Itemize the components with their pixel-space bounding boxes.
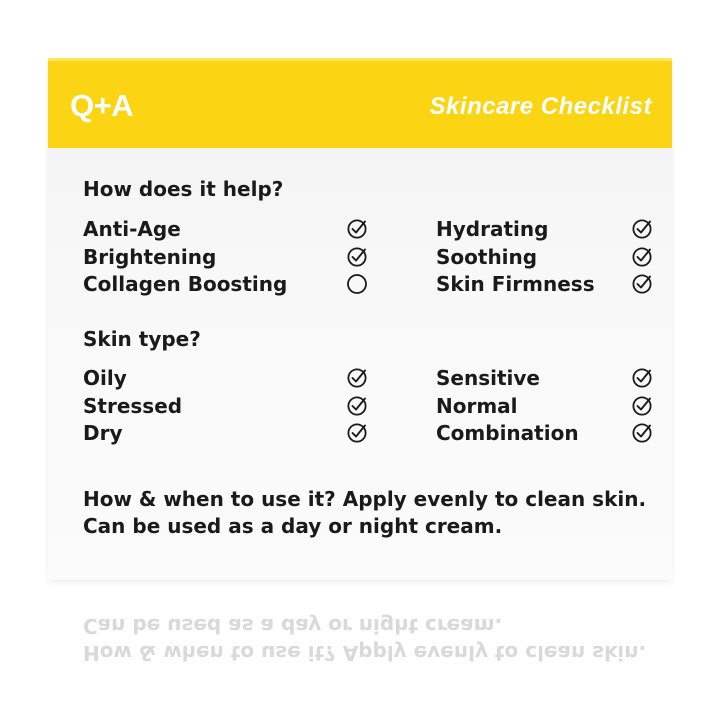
empty-circle-icon (346, 273, 368, 295)
usage-text (83, 486, 646, 540)
checklist-item-label: Dry (83, 421, 123, 445)
checklist-item-label: Hydrating (436, 217, 549, 241)
checklist-item-label: Skin Firmness (436, 272, 595, 296)
checked-circle-icon (346, 246, 368, 268)
checked-circle-icon (631, 395, 653, 417)
checked-circle-icon (631, 273, 653, 295)
checked-circle-icon (346, 367, 368, 389)
checked-circle-icon (346, 422, 368, 444)
usage-reflection (83, 612, 646, 666)
checklist-item-label: Brightening (83, 244, 217, 269)
checked-circle-icon (631, 246, 653, 268)
benefits-heading: How does it help? (83, 177, 284, 201)
checklist-item-label: Oily (83, 366, 127, 390)
box-title: Skincare Checklist (429, 93, 652, 120)
checklist-item-label: Normal (436, 393, 518, 418)
checked-circle-icon (631, 422, 653, 444)
checked-circle-icon (631, 218, 653, 240)
skin-type-heading: Skin type? (83, 327, 201, 351)
checklist-item-label: Anti-Age (83, 217, 181, 241)
checklist-item-label: Collagen Boosting (83, 272, 288, 296)
checklist-item-label: Combination (436, 421, 579, 445)
reflection-line-2: Can be used as a day or night cream. (83, 614, 503, 638)
brand-logo: Q+A (70, 88, 134, 123)
checked-circle-icon (346, 218, 368, 240)
checklist-item-label: Stressed (83, 393, 183, 418)
header-band (48, 58, 672, 148)
checklist-item-label: Sensitive (436, 366, 540, 390)
usage-line-1: How & when to use it? Apply evenly to clean skin. (83, 487, 647, 511)
product-box (48, 58, 672, 580)
checked-circle-icon (631, 367, 653, 389)
checklist-item-label: Soothing (436, 244, 538, 269)
checked-circle-icon (346, 395, 368, 417)
reflection-line-1: How & when to use it? Apply evenly to clean skin. (83, 641, 647, 665)
usage-line-2: Can be used as a day or night cream. (83, 514, 503, 538)
